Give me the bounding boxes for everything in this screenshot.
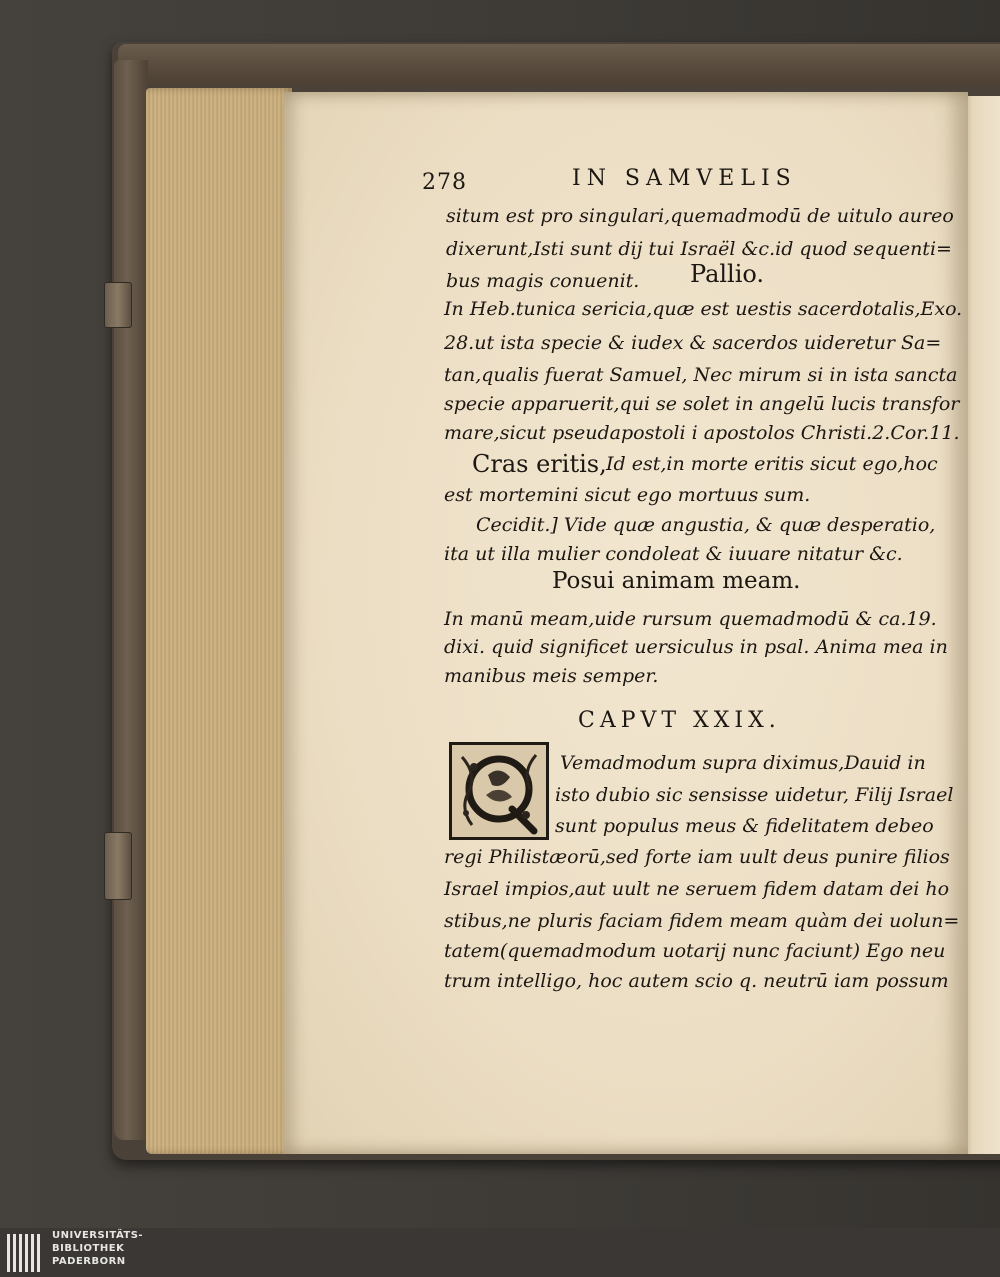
decorated-initial-q [449, 742, 549, 840]
logo-text-line: BIBLIOTHEK [52, 1243, 125, 1254]
book-cover-top-edge [118, 44, 1000, 86]
book-spine-edge [114, 60, 148, 1140]
text-line: Israel impios,aut uult ne seruem fidem datam dei ho [444, 878, 950, 900]
text-line: stibus,ne pluris faciam fidem meam quàm dei uolun= [444, 910, 960, 932]
lemma-cras-eritis: Cras eritis, [472, 450, 607, 478]
text-line: dixerunt,Isti sunt dij tui Israël &c.id quod sequenti= [446, 238, 952, 260]
text-line: mare,sicut pseudapostoli i apostolos Christi.2.Cor.11. [444, 422, 960, 444]
text-line: 28.ut ista specie & iudex & sacerdos uideretur Sa= [444, 332, 942, 354]
text-line: tatem(quemadmodum uotarij nunc faciunt) Ego neu [444, 940, 946, 962]
clasp-upper [104, 282, 132, 328]
text-line: dixi. quid significet uersiculus in psal. Anima mea in [444, 636, 948, 658]
section-heading-posui: Posui animam meam. [552, 568, 801, 594]
text-line: trum intelligo, hoc autem scio q. neutrū iam possum [444, 970, 949, 992]
text-line: tan,qualis fuerat Samuel, Nec mirum si in ista sancta [444, 364, 958, 386]
text-line: specie apparuerit,qui se solet in angelū lucis transfor [444, 393, 960, 415]
text-line: ita ut illa mulier condoleat & iuuare nitatur &c. [444, 543, 903, 565]
logo-text-line: PADERBORN [52, 1256, 126, 1267]
text-line: Vemadmodum supra diximus,Dauid in [560, 752, 926, 774]
text-line: manibus meis semper. [444, 665, 659, 687]
text-line: isto dubio sic sensisse uidetur, Filij Israel [555, 784, 954, 806]
logo-text-line: UNIVERSITÄTS- [52, 1230, 144, 1241]
footer-bar [0, 1228, 1000, 1277]
text-line: Cecidit.] Vide quæ angustia, & quæ desperatio, [476, 514, 936, 536]
page-block-edges [146, 88, 292, 1154]
text-line: regi Philistæorū,sed forte iam uult deus punire filios [444, 846, 950, 868]
section-heading-pallio: Pallio. [690, 260, 765, 288]
text-line: sunt populus meus & fidelitatem debeo [555, 815, 934, 837]
running-title: IN SAMVELIS [572, 166, 797, 191]
text-line: est mortemini sicut ego mortuus sum. [444, 484, 811, 506]
text-line: In Heb.tunica sericia,quæ est uestis sacerdotalis,Exo. [444, 298, 963, 320]
text-line: Id est,in morte eritis sicut ego,hoc [606, 453, 938, 475]
clasp-lower [104, 832, 132, 900]
library-logo-icon [6, 1232, 46, 1274]
initial-ornament-icon [452, 745, 546, 837]
text-line: In manū meam,uide rursum quemadmodū & ca.19. [444, 608, 937, 630]
text-line: bus magis conuenit. [446, 270, 640, 292]
text-line: situm est pro singulari,quemadmodū de uitulo aureo [446, 205, 954, 227]
chapter-heading: CAPVT XXIX. [578, 708, 781, 733]
page-number: 278 [422, 170, 467, 195]
